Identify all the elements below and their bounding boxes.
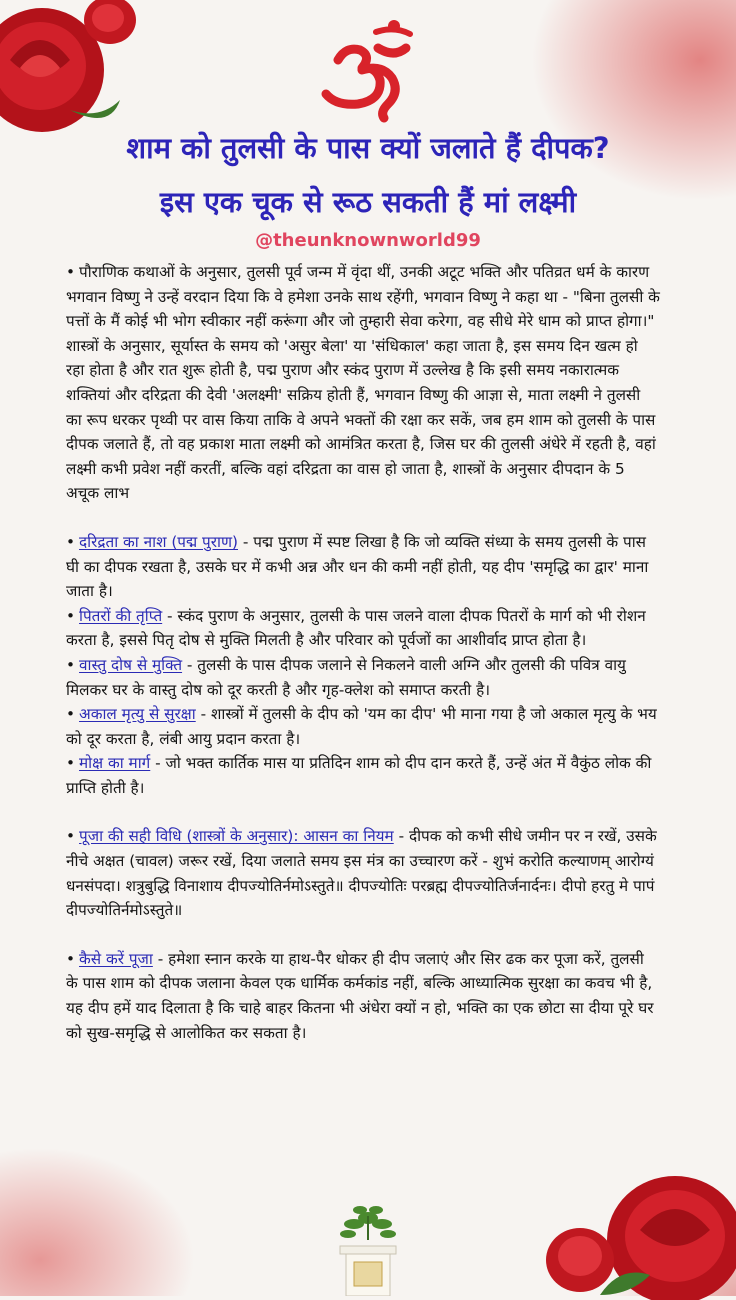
benefit-text: - तुलसी के पास दीपक जलाने से निकलने वाली अग्नि और तुलसी की पवित्र वायु मिलकर घर के वास्तु दोष को दूर करती है और गृह-क्लेश को समाप्त करती है। [66, 655, 626, 699]
tulsi-plant-icon [318, 1196, 418, 1296]
benefit-text: - पद्म पुराण में स्पष्ट लिखा है कि जो व्यक्ति संध्या के समय तुलसी के पास घी का दीपक रखता है, उसके घर में कभी अन्न और धन की कमी नहीं होती, यह दीप 'समृद्धि का द्वार' माना जाता है। [66, 532, 649, 601]
om-symbol-icon [318, 8, 418, 123]
benefit-item [66, 653, 660, 702]
spacer [66, 923, 660, 947]
benefit-text: - स्कंद पुराण के अनुसार, तुलसी के पास जलने वाला दीपक पितरों के मार्ग को भी रोशन करता है, इससे पितृ दोष से मुक्ति मिलती है और परिवार को पूर्वजों का आशीर्वाद प्राप्त होता है। [66, 606, 646, 650]
benefit-item [66, 530, 660, 604]
benefit-item [66, 604, 660, 653]
benefit-heading-link[interactable]: पितरों की तृप्ति [79, 606, 163, 625]
author-handle: @theunknownworld99 [255, 230, 481, 251]
benefit-heading-link[interactable]: मोक्ष का मार्ग [79, 754, 151, 773]
how-to-heading-link[interactable]: कैसे करें पूजा [79, 949, 153, 968]
article-body [66, 260, 660, 1045]
benefit-heading-link[interactable]: वास्तु दोष से मुक्ति [79, 655, 183, 674]
benefit-heading-link[interactable]: दरिद्रता का नाश (पद्म पुराण) [79, 532, 238, 551]
intro-text: पौराणिक कथाओं के अनुसार, तुलसी पूर्व जन्म में वृंदा थीं, उनकी अटूट भक्ति और पतिव्रत धर्म के कारण भगवान विष्णु ने उन्हें वरदान दिया कि वे हमेशा उनके साथ रहेंगी, भगवान विष्णु ने कहा था - "बिना तुलसी के पत्तों के मैं कोई भी भोग स्वीकार नहीं करूंगा और जो तुम्हारी सेवा करेगा, वह सीधे मेरे धाम को प्राप्त होगा।" शास्त्रों के अनुसार, सूर्यास्त के समय को 'असुर बेला' या 'संधिकाल' कहा जाता है, इस समय दिन खत्म हो रहा होता है और रात शुरू होती है, पद्म पुराण और स्कंद पुराण में उल्लेख है कि इसी समय नकारात्मक शक्तियां और दरिद्रता की देवी 'अलक्ष्मी' सक्रिय होती हैं, भगवान विष्णु की आज्ञा से, माता लक्ष्मी ने तुलसी का रूप धरकर पृथ्वी पर वास किया ताकि वे अपने भक्तों की रक्षा कर सकें, जब हम शाम को तुलसी के पास दीपक जलाते हैं, तो वह प्रकाश माता लक्ष्मी को आमंत्रित करता है, जिस घर की तुलसी अंधेरे में रहती है, वहां लक्ष्मी कभी प्रवेश नहीं करतीं, बल्कि वहां दरिद्रता का वास हो जाता है, शास्त्रों के अनुसार दीपदान के 5 अचूक लाभ [66, 263, 660, 503]
method-text: - दीपक को कभी सीधे जमीन पर न रखें, उसके नीचे अक्षत (चावल) जरूर रखें, दिया जलाते समय इस मंत्र का उच्चारण करें - शुभं करोति कल्याणम् आरोग्यं धनसंपदा। शत्रुबुद्धि विनाशाय दीपज्योतिर्नमोऽस्तुते॥ दीपज्योतिः परब्रह्म दीपज्योतिर्जनार्दनः। दीपो हरतु मे पापं दीपज्योतिर्नमोऽस्तुते॥ [66, 827, 657, 920]
benefit-heading-link[interactable]: अकाल मृत्यु से सुरक्षा [79, 705, 196, 724]
benefit-item [66, 751, 660, 800]
spacer [66, 506, 660, 530]
method-heading-link[interactable]: पूजा की सही विधि (शास्त्रों के अनुसार): आसन का नियम [79, 827, 394, 846]
spacer [66, 800, 660, 824]
page-title: शाम को तुलसी के पास क्यों जलाते हैं दीपक? [126, 131, 610, 165]
page-subtitle: इस एक चूक से रूठ सकती हैं मां लक्ष्मी [159, 185, 577, 219]
rose-icon [540, 1150, 736, 1300]
how-to-paragraph [66, 947, 660, 1045]
how-to-text: - हमेशा स्नान करके या हाथ-पैर धोकर ही दीप जलाएं और सिर ढक कर पूजा करें, तुलसी के पास शाम को दीपक जलाना केवल एक धार्मिक कर्मकांड नहीं, बल्कि आध्यात्मिक सुरक्षा का कवच भी है, यह दीप हमें याद दिलाता है कि चाहे बाहर कितना भी अंधेरा क्यों न हो, भक्ति का एक छोटा सा दीया पूरे घर को सुख-समृद्धि से आलोकित कर सकता है। [66, 949, 654, 1042]
benefit-item [66, 702, 660, 751]
benefit-text: - जो भक्त कार्तिक मास या प्रतिदिन शाम को दीप दान करते हैं, उन्हें अंत में वैकुंठ लोक की प्राप्ति होती है। [66, 754, 652, 797]
benefit-text: - शास्त्रों में तुलसी के दीप को 'यम का दीप' भी माना गया है जो अकाल मृत्यु के भय को दूर करता है, लंबी आयु प्रदान करता है। [66, 705, 657, 748]
method-paragraph [66, 824, 660, 922]
intro-paragraph [66, 260, 660, 506]
